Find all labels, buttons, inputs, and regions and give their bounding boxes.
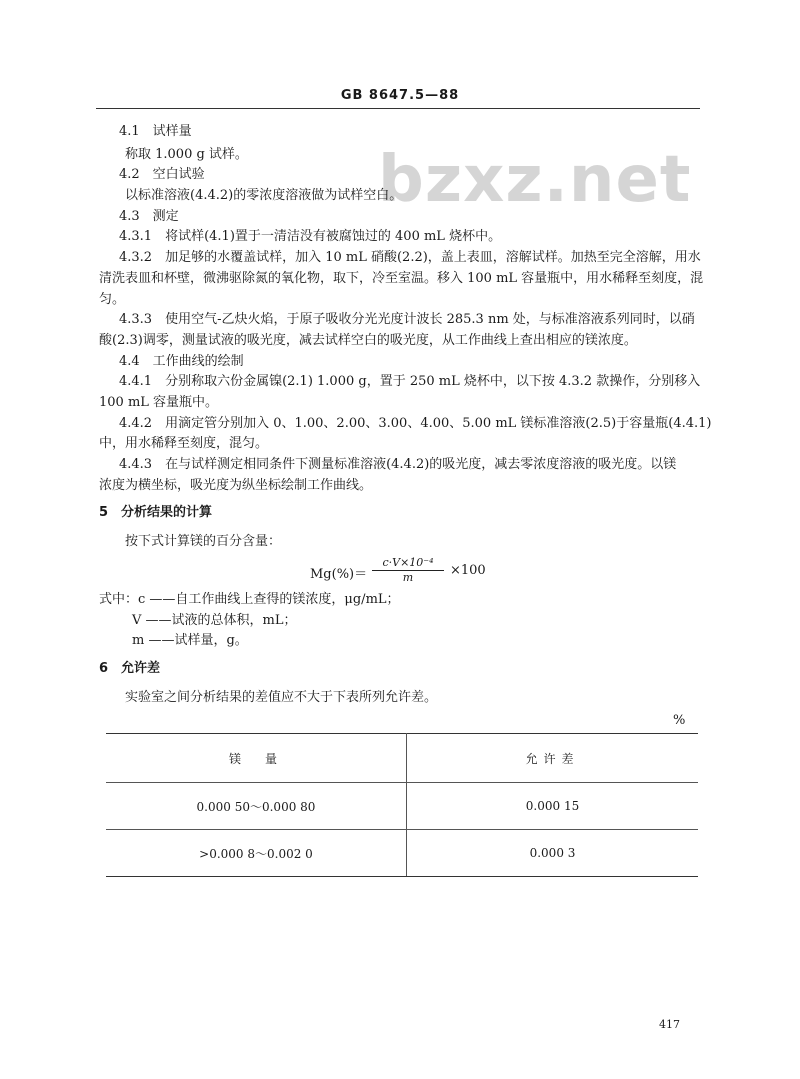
table-cell: 0.000 50～0.000 80	[106, 783, 407, 830]
section-6-heading: 6 允许差	[99, 661, 161, 676]
column-header-magnesium: 镁 量	[106, 734, 407, 783]
formula-rhs: ×100	[450, 563, 486, 578]
formula-denominator: m	[402, 571, 414, 584]
variable-definition: V ——试液的总体积，mL；	[132, 613, 297, 628]
section-4-2-heading: 4.2 空白试验	[119, 167, 205, 182]
table-cell: 0.000 3	[407, 830, 699, 877]
text-line: 以标准溶液(4.4.2)的零浓度溶液做为试样空白。	[125, 188, 403, 203]
text-line: 4.3.3 使用空气-乙炔火焰，于原子吸收分光光度计波长 285.3 nm 处，与标准溶液系列同时，以硝	[119, 312, 695, 327]
formula-lhs: Mg(%)＝	[310, 567, 368, 582]
section-4-3-heading: 4.3 测定	[119, 209, 179, 224]
text-line: 匀。	[99, 292, 126, 307]
variable-definition: m ——试样量，g。	[132, 633, 248, 648]
table-header-row	[106, 734, 698, 783]
tolerance-table	[106, 733, 698, 877]
text-line: 4.4.3 在与试样测定相同条件下测量标准溶液(4.4.2)的吸光度，减去零浓度溶液的吸光度。以镁	[119, 457, 677, 472]
text-line: 称取 1.000 g 试样。	[125, 147, 248, 162]
text-line: 4.3.1 将试样(4.1)置于一清洁没有被腐蚀过的 400 mL 烧杯中。	[119, 229, 502, 244]
magnesium-formula	[310, 556, 530, 586]
text-line: 100 mL 容量瓶中。	[99, 395, 219, 410]
text-line: 实验室之间分析结果的差值应不大于下表所列允许差。	[125, 690, 438, 705]
page-number: 417	[659, 1018, 680, 1031]
text-line: 4.4.2 用滴定管分别加入 0、1.00、2.00、3.00、4.00、5.00 mL 镁标准溶液(2.5)于容量瓶(4.4.1)	[119, 416, 712, 431]
text-line: 4.4.1 分别称取六份金属镍(2.1) 1.000 g，置于 250 mL 烧杯中，以下按 4.3.2 款操作，分别移入	[119, 374, 701, 389]
table-row	[106, 830, 698, 877]
text-line: 4.3.2 加足够的水覆盖试样，加入 10 mL 硝酸(2.2)，盖上表皿，溶解试样。加热至完全溶解，用水	[119, 250, 701, 265]
formula-fraction	[372, 556, 444, 584]
table-cell: 0.000 15	[407, 783, 699, 830]
watermark: bzxz.net	[378, 143, 692, 217]
header-rule	[96, 108, 700, 109]
table-unit: %	[673, 713, 686, 728]
text-line: 清洗表皿和杯壁，微沸驱除氮的氧化物，取下，冷至室温。移入 100 mL 容量瓶中，用水稀释至刻度，混	[99, 271, 704, 286]
variable-definition: 式中：c ——自工作曲线上查得的镁浓度，μg/mL；	[99, 592, 400, 607]
column-header-tolerance: 允许差	[407, 734, 699, 783]
section-5-heading: 5 分析结果的计算	[99, 505, 213, 520]
section-4-4-heading: 4.4 工作曲线的绘制	[119, 354, 244, 369]
text-line: 酸(2.3)调零，测量试液的吸光度，减去试样空白的吸光度，从工作曲线上查出相应的镁浓度。	[99, 333, 637, 348]
table-cell: >0.000 8～0.002 0	[106, 830, 407, 877]
text-line: 浓度为横坐标，吸光度为纵坐标绘制工作曲线。	[99, 478, 373, 493]
table-row	[106, 783, 698, 830]
text-line: 中，用水稀释至刻度，混匀。	[99, 436, 269, 451]
section-4-1-heading: 4.1 试样量	[119, 124, 192, 139]
standard-code-header: GB 8647.5—88	[340, 88, 460, 103]
formula-numerator: c·V×10⁻⁴	[372, 556, 444, 571]
text-line: 按下式计算镁的百分含量：	[125, 534, 282, 549]
